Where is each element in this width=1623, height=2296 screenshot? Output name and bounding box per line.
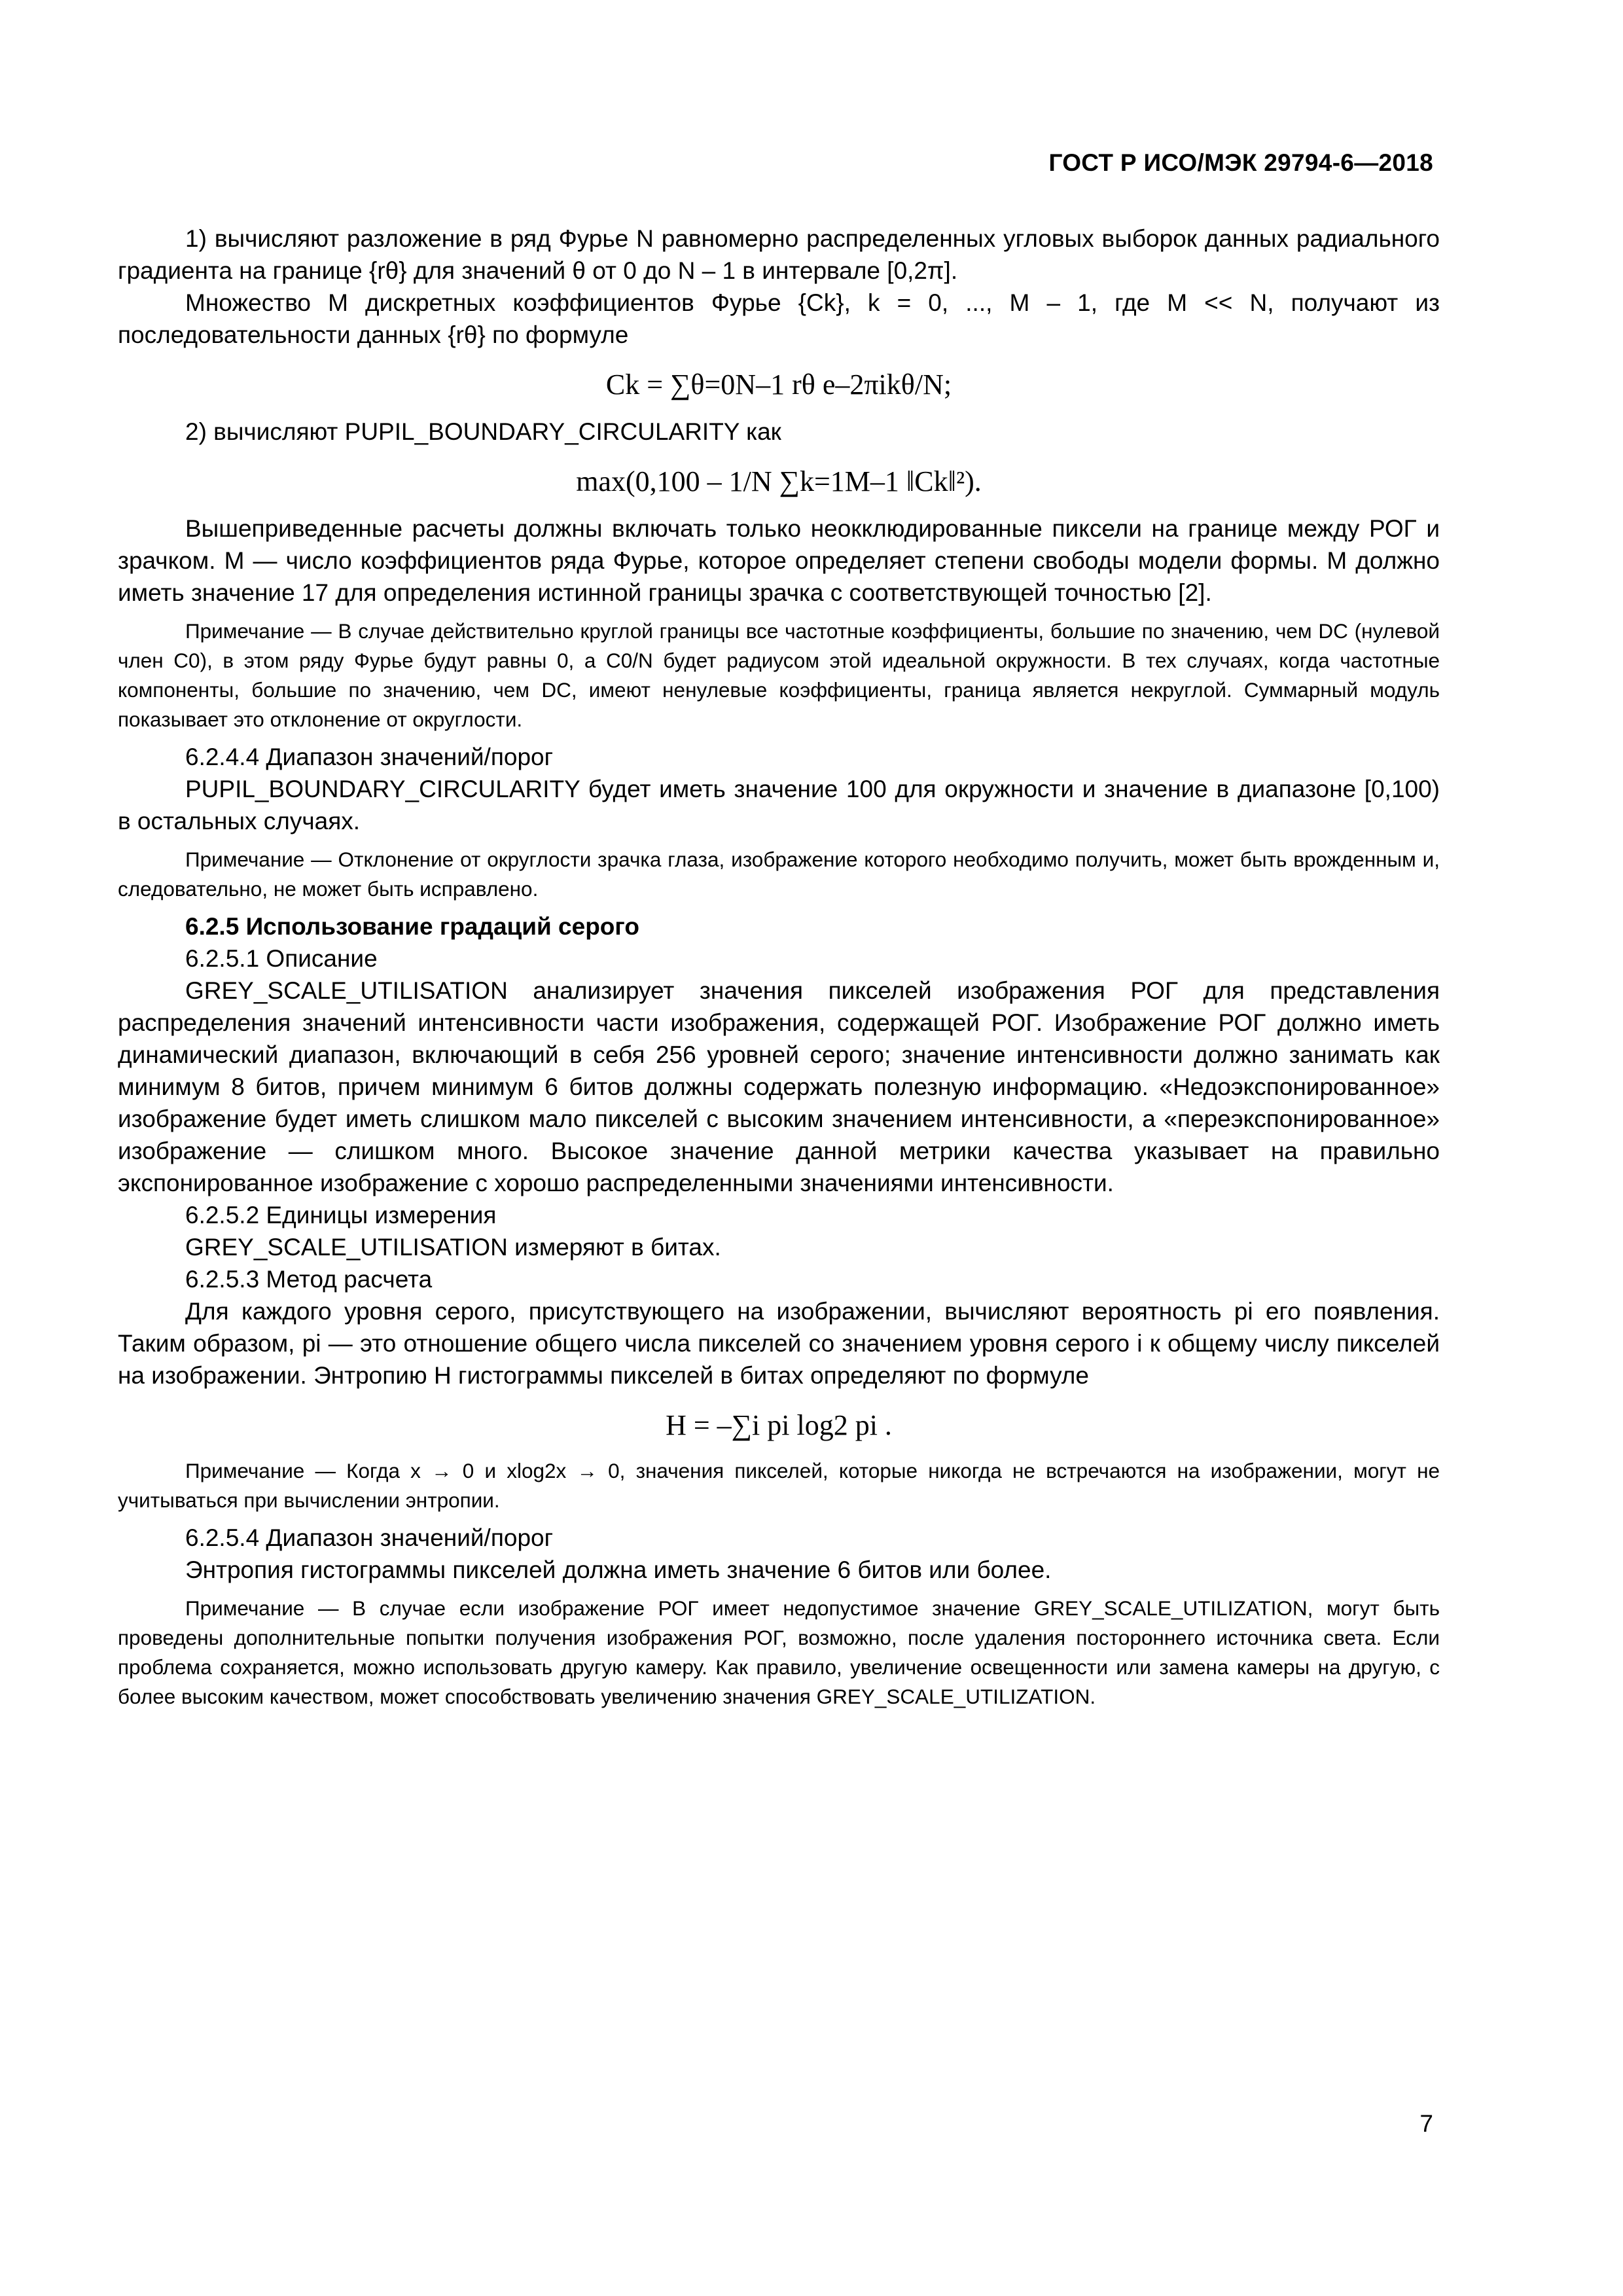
paragraph-units: GREY_SCALE_UTILISATION измеряют в битах.	[185, 1234, 721, 1261]
paragraph-fourier-step1: 1) вычисляют разложение в ряд Фурье N равномерно распределенных угловых выборок данных радиального градиента на границе {rθ} для значений θ от 0 до N – 1 в интервале [0,2π].	[118, 225, 1440, 284]
note-pupil-deviation: Примечание — Отклонение от округлости зрачка глаза, изображение которого необходимо получить, может быть врожденным и, следовательно, не может быть исправлено.	[118, 848, 1440, 901]
note-entropy-limit: Примечание — Когда x → 0 и xlog2x → 0, значения пикселей, которые никогда не встречаются на изображении, могут не учитываться при вычислении энтропии.	[118, 1459, 1440, 1512]
heading-6-2-5-3: 6.2.5.3 Метод расчета	[185, 1266, 433, 1293]
heading-6-2-5-4: 6.2.5.4 Диапазон значений/порог	[185, 1524, 554, 1551]
paragraph-circularity-step2: 2) вычисляют PUPIL_BOUNDARY_CIRCULARITY как	[185, 418, 781, 445]
standard-header: ГОСТ Р ИСО/МЭК 29794-6—2018	[1048, 149, 1433, 176]
paragraph-grey-scale-description: GREY_SCALE_UTILISATION анализирует значения пикселей изображения РОГ для представления распределения значений интенсивности части изображения, содержащей РОГ. Изображение РОГ должно иметь динамический диапазон, включающий в себя 256 уровней серого; значение интенсивности должно занимать как минимум 8 битов, причем минимум 6 битов должны содержать полезную информацию. «Недоэкспонированное» изображение будет иметь слишком мало пикселей с высоким значением интенсивности, а «переэкспонированное» изображение — слишком много. Высокое значение данной метрики качества указывает на правильно экспонированное изображение с хорошо распределенными значениями интенсивности.	[118, 977, 1440, 1196]
page-number: 7	[1419, 2110, 1433, 2137]
paragraph-circularity-range: PUPIL_BOUNDARY_CIRCULARITY будет иметь значение 100 для окружности и значение в диапазоне [0,100) в остальных случаях.	[118, 776, 1440, 834]
formula-fourier-coefficients: Ck = ∑θ=0N–1 rθ e–2πikθ/N;	[605, 368, 952, 401]
paragraph-entropy-threshold: Энтропия гистограммы пикселей должна иметь значение 6 битов или более.	[185, 1556, 1052, 1583]
heading-6-2-4-4: 6.2.4.4 Диапазон значений/порог	[185, 744, 554, 770]
note-circular-boundary: Примечание — В случае действительно круглой границы все частотные коэффициенты, большие по значению, чем DC (нулевой член C0), в этом ряду Фурье будут равны 0, а C0/N будет радиусом этой идеальной окружности. В тех случаях, когда частотные компоненты, большие по значению, чем DC, имеют ненулевые коэффициенты, граница является некруглой. Суммарный модуль показывает это отклонение от округлости.	[118, 619, 1440, 731]
note-invalid-grey-scale: Примечание — В случае если изображение РОГ имеет недопустимое значение GREY_SCALE_UTILIZATION, могут быть проведены дополнительные попытки получения изображения РОГ, возможно, после удаления постороннего источника света. Если проблема сохраняется, можно использовать другую камеру. Как правило, увеличение освещенности или замена камеры на другую, с более высоким качеством, может способствовать увеличению значения GREY_SCALE_UTILIZATION.	[118, 1596, 1440, 1708]
page-content	[118, 223, 1440, 1718]
formula-circularity: max(0,100 – 1/N ∑k=1M–1 ‖Ck‖²).	[576, 465, 982, 497]
heading-6-2-5: 6.2.5 Использование градаций серого	[185, 913, 639, 940]
heading-6-2-5-1: 6.2.5.1 Описание	[185, 945, 378, 972]
paragraph-calculation-method: Для каждого уровня серого, присутствующего на изображении, вычисляют вероятность pi его появления. Таким образом, pi — это отношение общего числа пикселей со значением уровня серого i к общему числу пикселей на изображении. Энтропию H гистограммы пикселей в битах определяют по формуле	[118, 1298, 1440, 1389]
formula-entropy: H = –∑i pi log2 pi .	[666, 1409, 892, 1441]
heading-6-2-5-2: 6.2.5.2 Единицы измерения	[185, 1202, 497, 1229]
paragraph-occlusion: Вышеприведенные расчеты должны включать только неокклюдированные пиксели на границе между РОГ и зрачком. M — число коэффициентов ряда Фурье, которое определяет степени свободы модели формы. M должно иметь значение 17 для определения истинной границы зрачка с соответствующей точностью [2].	[118, 515, 1440, 606]
paragraph-coefficients: Множество M дискретных коэффициентов Фурье {Ck}, k = 0, ..., M – 1, где M << N, получают из последовательности данных {rθ} по формуле	[118, 289, 1440, 348]
